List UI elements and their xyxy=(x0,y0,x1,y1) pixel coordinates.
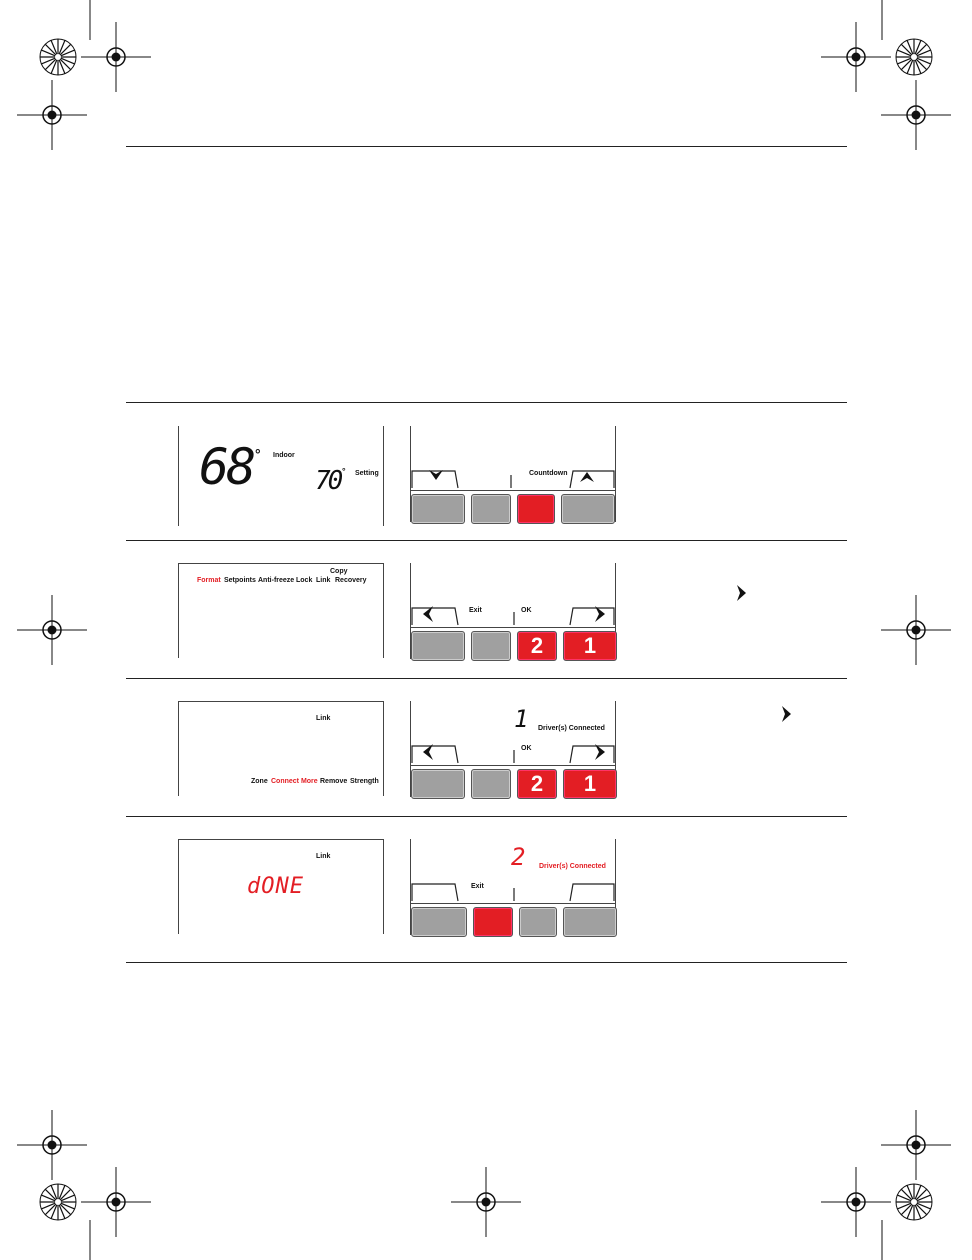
option-connect-more[interactable]: Connect More xyxy=(271,778,318,785)
link-title: Link xyxy=(316,715,331,722)
menu-item-format[interactable]: Format xyxy=(197,577,221,584)
button-4-step-1[interactable]: 1 xyxy=(563,631,617,661)
setting-temperature: 70 xyxy=(315,466,341,496)
menu-item-recovery[interactable]: Recovery xyxy=(335,577,367,584)
button-3-step-2[interactable]: 2 xyxy=(517,769,557,799)
drivers-connected-label: Driver(s) Connected xyxy=(538,725,605,732)
setting-degree: ° xyxy=(342,466,346,476)
ok-label[interactable]: OK xyxy=(521,745,532,752)
indoor-temperature: 68 xyxy=(199,438,254,496)
button-4-step-1[interactable]: 1 xyxy=(563,769,617,799)
exit-label[interactable]: Exit xyxy=(471,883,484,890)
indoor-label: Indoor xyxy=(273,452,295,459)
connected-count: 1 xyxy=(514,705,526,733)
countdown-label[interactable]: Countdown xyxy=(529,470,568,477)
indoor-degree: ° xyxy=(255,446,261,462)
option-strength[interactable]: Strength xyxy=(350,778,379,785)
option-zone[interactable]: Zone xyxy=(251,778,268,785)
menu-item-anti-freeze[interactable]: Anti-freeze xyxy=(258,577,295,584)
copy-label: Copy xyxy=(330,568,348,575)
connected-count: 2 xyxy=(511,843,523,871)
menu-item-setpoints[interactable]: Setpoints xyxy=(224,577,256,584)
menu-item-lock[interactable]: Lock xyxy=(296,577,313,584)
link-title: Link xyxy=(316,853,331,860)
button-3-step-2[interactable]: 2 xyxy=(517,631,557,661)
menu-item-link[interactable]: Link xyxy=(316,577,331,584)
done-status: dONE xyxy=(247,874,304,899)
setting-label: Setting xyxy=(355,470,379,477)
option-remove[interactable]: Remove xyxy=(320,778,348,785)
exit-label[interactable]: Exit xyxy=(469,607,482,614)
drivers-connected-label: Driver(s) Connected xyxy=(539,863,606,870)
ok-label[interactable]: OK xyxy=(521,607,532,614)
